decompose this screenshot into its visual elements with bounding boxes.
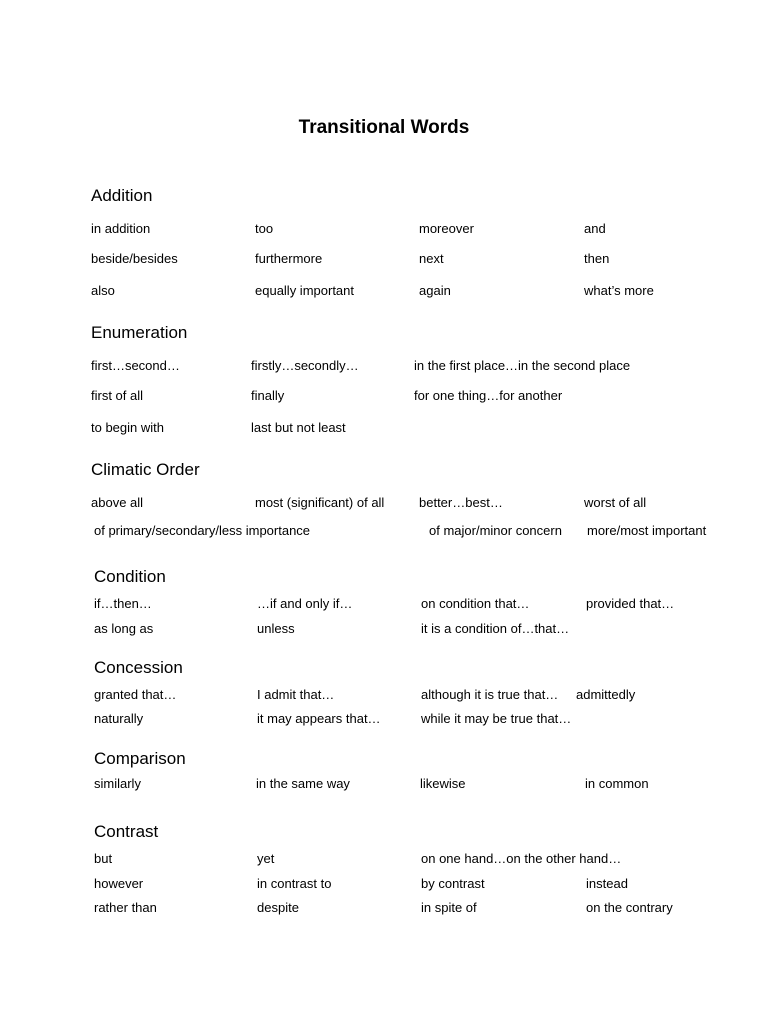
transition-word: on condition that… bbox=[421, 596, 530, 611]
word-row bbox=[0, 388, 768, 406]
section-heading-climatic-order: Climatic Order bbox=[91, 460, 200, 479]
transition-word: in the same way bbox=[256, 776, 350, 791]
word-row bbox=[0, 687, 768, 705]
transition-word: in common bbox=[585, 776, 649, 791]
word-row bbox=[0, 251, 768, 269]
transition-word: provided that… bbox=[586, 596, 675, 611]
transition-word: what’s more bbox=[584, 283, 654, 298]
word-row bbox=[0, 420, 768, 438]
transition-word: most (significant) of all bbox=[255, 495, 385, 510]
transition-word: then bbox=[584, 251, 610, 266]
transition-word: first…second… bbox=[91, 358, 180, 373]
section-heading-addition: Addition bbox=[91, 186, 153, 205]
transition-word: furthermore bbox=[255, 251, 323, 266]
word-row bbox=[0, 900, 768, 918]
transition-word: in spite of bbox=[421, 900, 477, 915]
transition-word: moreover bbox=[419, 221, 474, 236]
transition-word: rather than bbox=[94, 900, 157, 915]
transition-word: admittedly bbox=[576, 687, 636, 702]
transition-word: …if and only if… bbox=[257, 596, 353, 611]
word-row bbox=[0, 495, 768, 513]
transition-word: naturally bbox=[94, 711, 144, 726]
transition-word: in addition bbox=[91, 221, 151, 236]
transition-word: instead bbox=[586, 876, 628, 891]
word-row bbox=[0, 851, 768, 869]
page-title: Transitional Words bbox=[298, 117, 470, 138]
transition-word: too bbox=[255, 221, 274, 236]
transition-word: on one hand…on the other hand… bbox=[421, 851, 622, 866]
word-row bbox=[0, 596, 768, 614]
transition-word: yet bbox=[257, 851, 275, 866]
transition-word: I admit that… bbox=[257, 687, 335, 702]
transition-word: next bbox=[419, 251, 444, 266]
transition-word: by contrast bbox=[421, 876, 485, 891]
transition-word: to begin with bbox=[91, 420, 164, 435]
section-heading-concession: Concession bbox=[94, 658, 183, 677]
transition-word: of primary/secondary/less importance bbox=[94, 523, 311, 538]
transition-word: it may appears that… bbox=[257, 711, 381, 726]
transition-word: unless bbox=[257, 621, 295, 636]
section-heading-comparison: Comparison bbox=[94, 749, 186, 768]
transition-word: also bbox=[91, 283, 115, 298]
word-row bbox=[0, 621, 768, 639]
transition-word: for one thing…for another bbox=[414, 388, 563, 403]
word-row bbox=[0, 711, 768, 729]
transition-word: again bbox=[419, 283, 451, 298]
transition-word: despite bbox=[257, 900, 299, 915]
transition-word: in the first place…in the second place bbox=[414, 358, 631, 373]
transition-word: first of all bbox=[91, 388, 144, 403]
transition-word: but bbox=[94, 851, 113, 866]
word-row bbox=[0, 776, 768, 794]
word-row bbox=[0, 221, 768, 239]
transition-word: of major/minor concern bbox=[429, 523, 562, 538]
transition-word: on the contrary bbox=[586, 900, 673, 915]
transition-word: in contrast to bbox=[257, 876, 332, 891]
transition-word: and bbox=[584, 221, 606, 236]
transition-word: although it is true that… bbox=[421, 687, 559, 702]
transition-word: finally bbox=[251, 388, 285, 403]
word-row bbox=[0, 876, 768, 894]
transition-word: however bbox=[94, 876, 144, 891]
transition-word: likewise bbox=[420, 776, 466, 791]
word-row bbox=[0, 358, 768, 376]
word-row bbox=[0, 283, 768, 301]
transition-word: if…then… bbox=[94, 596, 152, 611]
transition-word: granted that… bbox=[94, 687, 177, 702]
transition-word: beside/besides bbox=[91, 251, 178, 266]
transition-word: above all bbox=[91, 495, 144, 510]
section-heading-contrast: Contrast bbox=[94, 822, 159, 841]
transition-word: it is a condition of…that… bbox=[421, 621, 570, 636]
word-row bbox=[0, 523, 768, 541]
transition-word: last but not least bbox=[251, 420, 346, 435]
transition-word: as long as bbox=[94, 621, 154, 636]
transition-word: better…best… bbox=[419, 495, 503, 510]
transition-word: equally important bbox=[255, 283, 354, 298]
section-heading-enumeration: Enumeration bbox=[91, 323, 188, 342]
transition-word: firstly…secondly… bbox=[251, 358, 359, 373]
transition-word: more/most important bbox=[587, 523, 707, 538]
transition-word: worst of all bbox=[584, 495, 647, 510]
transition-word: similarly bbox=[94, 776, 141, 791]
section-heading-condition: Condition bbox=[94, 567, 166, 586]
transition-word: while it may be true that… bbox=[421, 711, 572, 726]
